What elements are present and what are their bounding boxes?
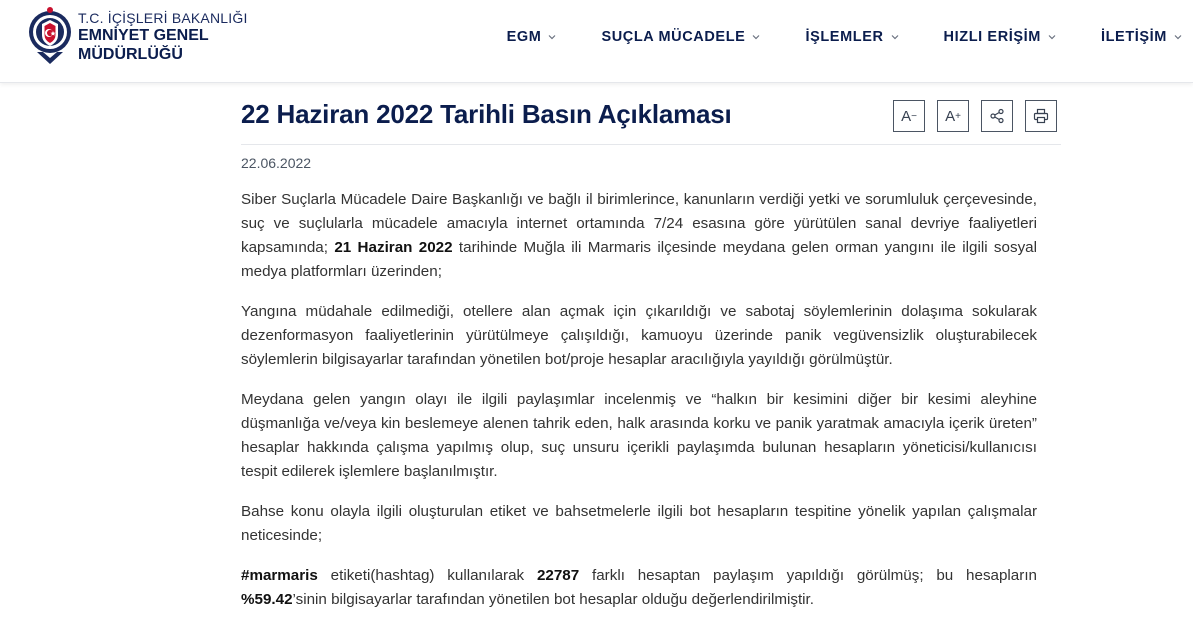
brand-logo-link[interactable]	[27, 4, 248, 68]
nav-item-egm[interactable]	[507, 26, 558, 48]
minus-icon: −	[911, 110, 917, 122]
nav-item-iletisim[interactable]	[1101, 26, 1183, 48]
org-name-line2: MÜDÜRLÜĞÜ	[78, 46, 183, 63]
nav-item-sucla-mucadele[interactable]	[601, 26, 761, 48]
chevron-down-icon	[890, 32, 900, 42]
org-name-line1: EMNİYET GENEL	[78, 27, 209, 44]
article-tools	[893, 100, 1069, 132]
nav-item-label: İLETİŞİM	[1100, 29, 1167, 45]
paragraph-3: Meydana gelen yangın olayı ile ilgili paylaşımlar incelenmiş ve “halkın bir kesimini diğer bir kesimi aleyhine düşmanlığa ve/veya kin beslemeye alenen tahrik eden, halk arasında korku ve panik yaratmak amacıyla içerik üreten” hesaplar hakkında çalışma yapılmış olup, suç unsuru içerikli paylaşımda bulunan hesapların yöneticisi/kullanıcısı tespit edilerek işlemlere başlanılmıştır.	[241, 391, 1037, 480]
paragraph-2: Yangına müdahale edilmediği, otellere alan açmak için çıkarıldığı ve sabotaj söylemlerinin dolaşıma sokularak dezenformasyon faaliyetlerinin yürütülmeye çalışıldığı, kamuoyu üzerinde panik vegüvensizlik oluşturabilecek söylemlerin bilgisayarlar tarafından yönetilen bot/proje hesaplar aracılığıyla yayıldığı görülmüştür.	[241, 303, 1037, 368]
hashtag: #marmaris	[241, 567, 318, 584]
brand-text	[78, 10, 248, 64]
increase-font-label: A	[945, 107, 956, 125]
chevron-down-icon	[1173, 32, 1183, 42]
ministry-name: T.C. İÇİŞLERİ BAKANLIĞI	[78, 10, 248, 26]
paragraph-4: Bahse konu olayla ilgili oluşturulan etiket ve bahsetmelerle ilgili bot hesapların tespitine yönelik yapılan çalışmalar neticesinde;	[241, 503, 1037, 544]
text: Siber Suçlarla Mücadele Daire Başkanlığı ve bağlı il birimlerince, kanunların verdiği yetki ve sorumluluk çerçevesinde, suç ve suçlularla mücadele amacıyla internet ortamında 7/24 esasına göre yürütülen sanal devriye faaliyetleri kapsamında;	[241, 191, 1037, 256]
paragraph-1	[241, 188, 1037, 284]
share-icon	[989, 108, 1005, 124]
nav-item-label: EGM	[506, 29, 542, 45]
increase-font-button[interactable]	[937, 100, 969, 132]
main-nav	[463, 26, 1183, 48]
text: tarihinde Muğla ili Marmaris ilçesinde meydana gelen orman yangını ile ilgili sosyal medya platformları üzerinden;	[241, 239, 1037, 280]
decrease-font-button[interactable]	[893, 100, 925, 132]
decrease-font-label: A	[901, 107, 912, 125]
article-date: 22.06.2022	[241, 155, 312, 171]
title-divider	[241, 144, 1061, 145]
nav-item-label: İŞLEMLER	[805, 29, 884, 45]
bold-date: 21 Haziran 2022	[334, 239, 453, 256]
plus-icon: +	[955, 110, 961, 122]
chevron-down-icon	[751, 32, 761, 42]
chevron-down-icon	[1047, 32, 1057, 42]
page-title: 22 Haziran 2022 Tarihli Basın Açıklaması	[241, 99, 732, 129]
police-emblem-icon	[27, 4, 73, 68]
account-count: 22787	[536, 567, 580, 584]
print-button[interactable]	[1025, 100, 1057, 132]
nav-item-label: SUÇLA MÜCADELE	[601, 29, 746, 45]
text: ’sinin bilgisayarlar tarafından yönetilen bot hesaplar olduğu değerlendirilmiştir.	[292, 591, 814, 608]
nav-item-label: HIZLI ERİŞİM	[943, 29, 1041, 45]
paragraph-5	[241, 564, 1037, 612]
print-icon	[1033, 108, 1049, 124]
nav-item-hizli-erisim[interactable]	[944, 26, 1057, 48]
article-body	[241, 188, 1037, 621]
share-button[interactable]	[981, 100, 1013, 132]
nav-item-islemler[interactable]	[805, 26, 899, 48]
text: etiketi(hashtag) kullanılarak	[317, 567, 537, 584]
chevron-down-icon	[547, 32, 557, 42]
text: farklı hesaptan paylaşım yapıldığı görülmüş; bu hesapların	[579, 567, 1037, 584]
bot-percentage: %59.42	[241, 591, 293, 608]
site-header	[0, 0, 1193, 83]
